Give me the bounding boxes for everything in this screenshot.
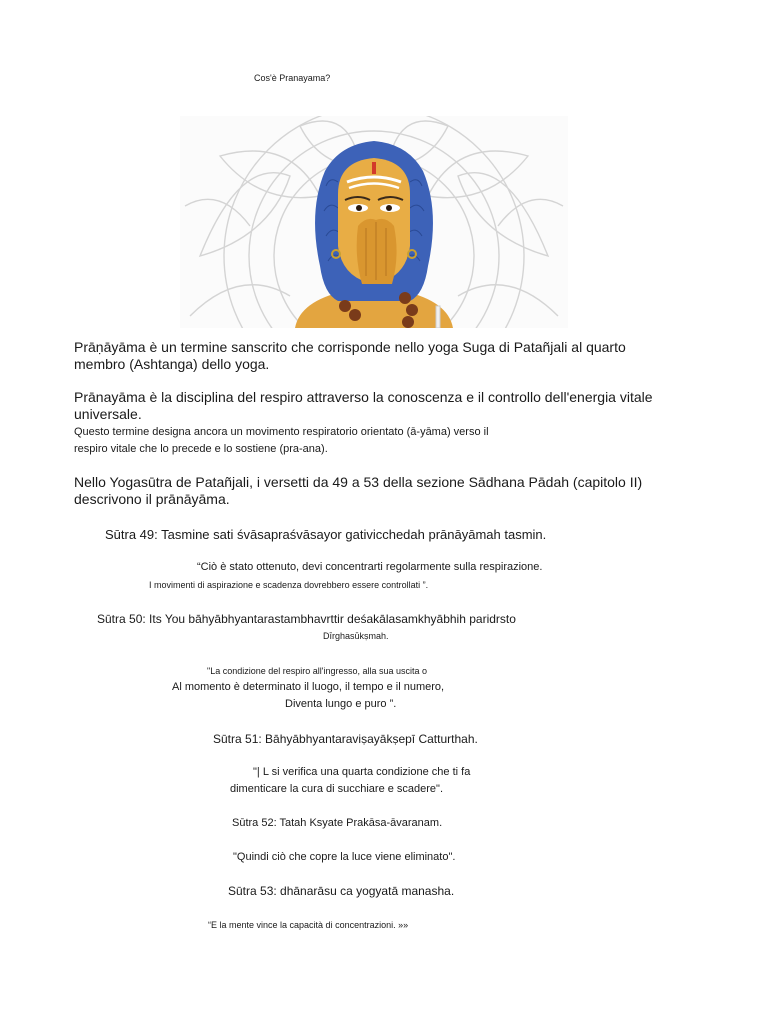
sutra-50: Sūtra 50: Its You bāhyābhyantarastambhavrttir deśakālasamkhyābhih paridrsto [97,612,516,626]
sutra-50-continuation: Dīrghasūkṣmah. [323,631,389,641]
sutra-51-translation-1: "| L si verifica una quarta condizione che ti fa [253,766,471,778]
sutra-50-translation-3: Diventa lungo e puro ”. [285,698,397,710]
sutra-52: Sūtra 52: Tatah Ksyate Prakāsa-āvaranam. [232,817,443,829]
yogi-figure-icon [180,116,568,328]
paragraph-term-line-1: Questo termine designa ancora un movimento respiratorio orientato (ā-yāma) verso il [74,426,489,438]
sutra-49-translation-2: I movimenti di aspirazione e scadenza dovrebbero essere controllati ”. [149,580,429,590]
page-title: Cos'è Pranayama? [254,73,331,83]
sutra-52-translation: "Quindi ciò che copre la luce viene eliminato". [233,851,456,863]
sutra-49-translation-1: “Ciò è stato ottenuto, devi concentrarti regolarmente sulla respirazione. [197,561,543,573]
yogi-pranayama-illustration [180,116,568,328]
sutra-50-translation-1: "La condizione del respiro all'ingresso, alla sua uscita o [207,666,428,676]
paragraph-term-line-2: respiro vitale che lo precede e lo sostiene (pra-ana). [74,443,328,455]
paragraph-pranayama-definition: Prāṇāyāma è un termine sanscrito che corrisponde nello yoga Suga di Patañjali al quarto membro (Ashtanga) dello yoga. [74,339,626,372]
paragraph-breath-discipline: Prānayāma è la disciplina del respiro attraverso la conoscenza e il controllo dell'energia vitale universale. [74,389,653,422]
paragraph-yogasutra: Nello Yogasūtra de Patañjali, i versetti da 49 a 53 della sezione Sādhana Pādah (capitolo II) descrivono il prānāyāma. [74,474,643,507]
sutra-51: Sūtra 51: Bāhyābhyantaraviṣayākṣepī Catturthah. [213,732,478,746]
sutra-50-translation-2: Al momento è determinato il luogo, il tempo e il numero, [172,681,445,693]
sutra-49: Sūtra 49: Tasmine sati śvāsapraśvāsayor gativicchedah prānāyāmah tasmin. [105,527,547,542]
sutra-51-translation-2: dimenticare la cura di succhiare e scadere". [230,783,444,795]
sutra-53-translation: “E la mente vince la capacità di concentrazioni. »» [208,920,409,930]
sutra-53: Sūtra 53: dhānarāsu ca yogyatā manasha. [228,884,455,898]
